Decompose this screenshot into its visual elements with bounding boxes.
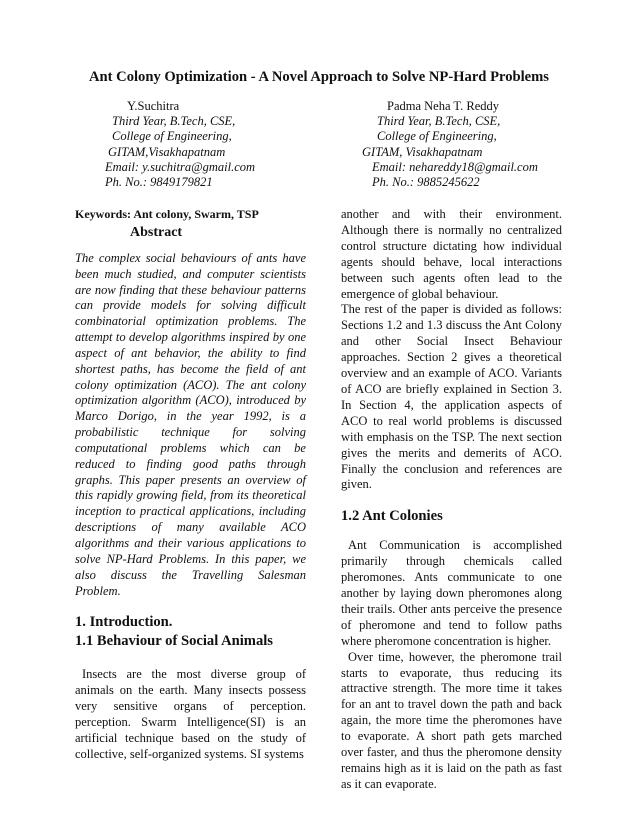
keywords-text: : Ant colony, Swarm, TSP [127, 207, 259, 221]
abstract-heading: Abstract [130, 224, 183, 240]
right-paragraph-2: The rest of the paper is divided as follows: Sections 1.2 and 1.3 discuss the Ant Colony and other Social Insect Behaviour approaches. Section 2 gives a theoretical overview and an example of ACO. Variants of ACO are briefly explained in Section 3. In Section 4, the application aspects of ACO to real world problems is discussed with emphasis on the TSP. The next section gives the merits and demerits of ACO. Finally the conclusion and references are given. [341, 302, 562, 492]
right-paragraph-1: another and with their environment. Although there is normally no centralized control structure dictating how individual agents should behave, local interactions between such agents often lead to the emergence of global behaviour. [341, 207, 562, 301]
author-name: Padma Neha T. Reddy [387, 99, 500, 113]
left-column [75, 207, 306, 763]
author-email: Email: nehareddy18@gmail.com [372, 159, 538, 174]
author-block-2 [362, 99, 538, 190]
author-year: Third Year, B.Tech, CSE, [112, 114, 236, 129]
author-institute: GITAM, Visakhapatnam [362, 144, 483, 159]
author-college: College of Engineering, [377, 129, 497, 144]
keywords [75, 207, 306, 223]
section-1-2-heading: 1.2 Ant Colonies [341, 508, 443, 525]
keywords-label: Keywords [75, 207, 127, 221]
abstract-text: The complex social behaviours of ants have been much studied, and computer scientists are now finding that these behaviour patterns can provide models for solving difficult combinatorial optimization problems. The attempt to develop algorithms inspired by one aspect of ant behavior, the ability to find shortest paths, has become the field of ant colony optimization (ACO). The ant colony optimization algorithm (ACO), introduced by Marco Dorigo, in the year 1992, is a probabilistic technique for solving computational problems which can be reduced to finding good paths through graphs. This paper presents an overview of this rapidly growing field, from its theoretical inception to practical applications, including descriptions of many available ACO algorithms and their various applications to solve NP-Hard Problems. In this paper, we also discuss the Travelling Salesman Problem. [75, 250, 306, 598]
section-1-1-heading: 1.1 Behaviour of Social Animals [75, 633, 273, 650]
author-year: Third Year, B.Tech, CSE, [377, 114, 501, 129]
right-column [341, 207, 562, 793]
author-phone: Ph. No.: 9885245622 [372, 175, 480, 190]
author-institute: GITAM,Visakhapatnam [108, 144, 226, 159]
paper-title: Ant Colony Optimization - A Novel Approach to Solve NP-Hard Problems [89, 69, 549, 85]
section-1-2-paragraph-2: Over time, however, the pheromone trail starts to evaporate, thus reducing its attractive strength. The more time it takes for an ant to travel down the path and back again, the more time the pheromones have to evaporate. A short path gets marched over faster, and thus the pheromone density remains high as it is laid on the path as fast as it can evaporate. [341, 649, 562, 791]
section-1-1-paragraph: Insects are the most diverse group of animals on the earth. Many insects possess very sensitive organs of perception. perception. Swarm Intelligence(SI) is an artificial technique based on the study of collective, self-organized systems. SI systems [75, 667, 306, 761]
author-phone: Ph. No.: 9849179821 [105, 175, 213, 190]
section-1-heading: 1. Introduction. [75, 614, 173, 631]
author-college: College of Engineering, [112, 129, 232, 144]
author-name: Y.Suchitra [127, 99, 180, 113]
author-block-1 [105, 99, 255, 190]
author-email: Email: y.suchitra@gmail.com [105, 159, 256, 174]
section-1-2-paragraph-1: Ant Communication is accomplished primarily through chemicals called pheromones. Ants communicate to one another by laying down pheromones along their trails. Other ants perceive the presence of pheromone and tend to follow paths where pheromone concentration is higher. [341, 538, 562, 648]
